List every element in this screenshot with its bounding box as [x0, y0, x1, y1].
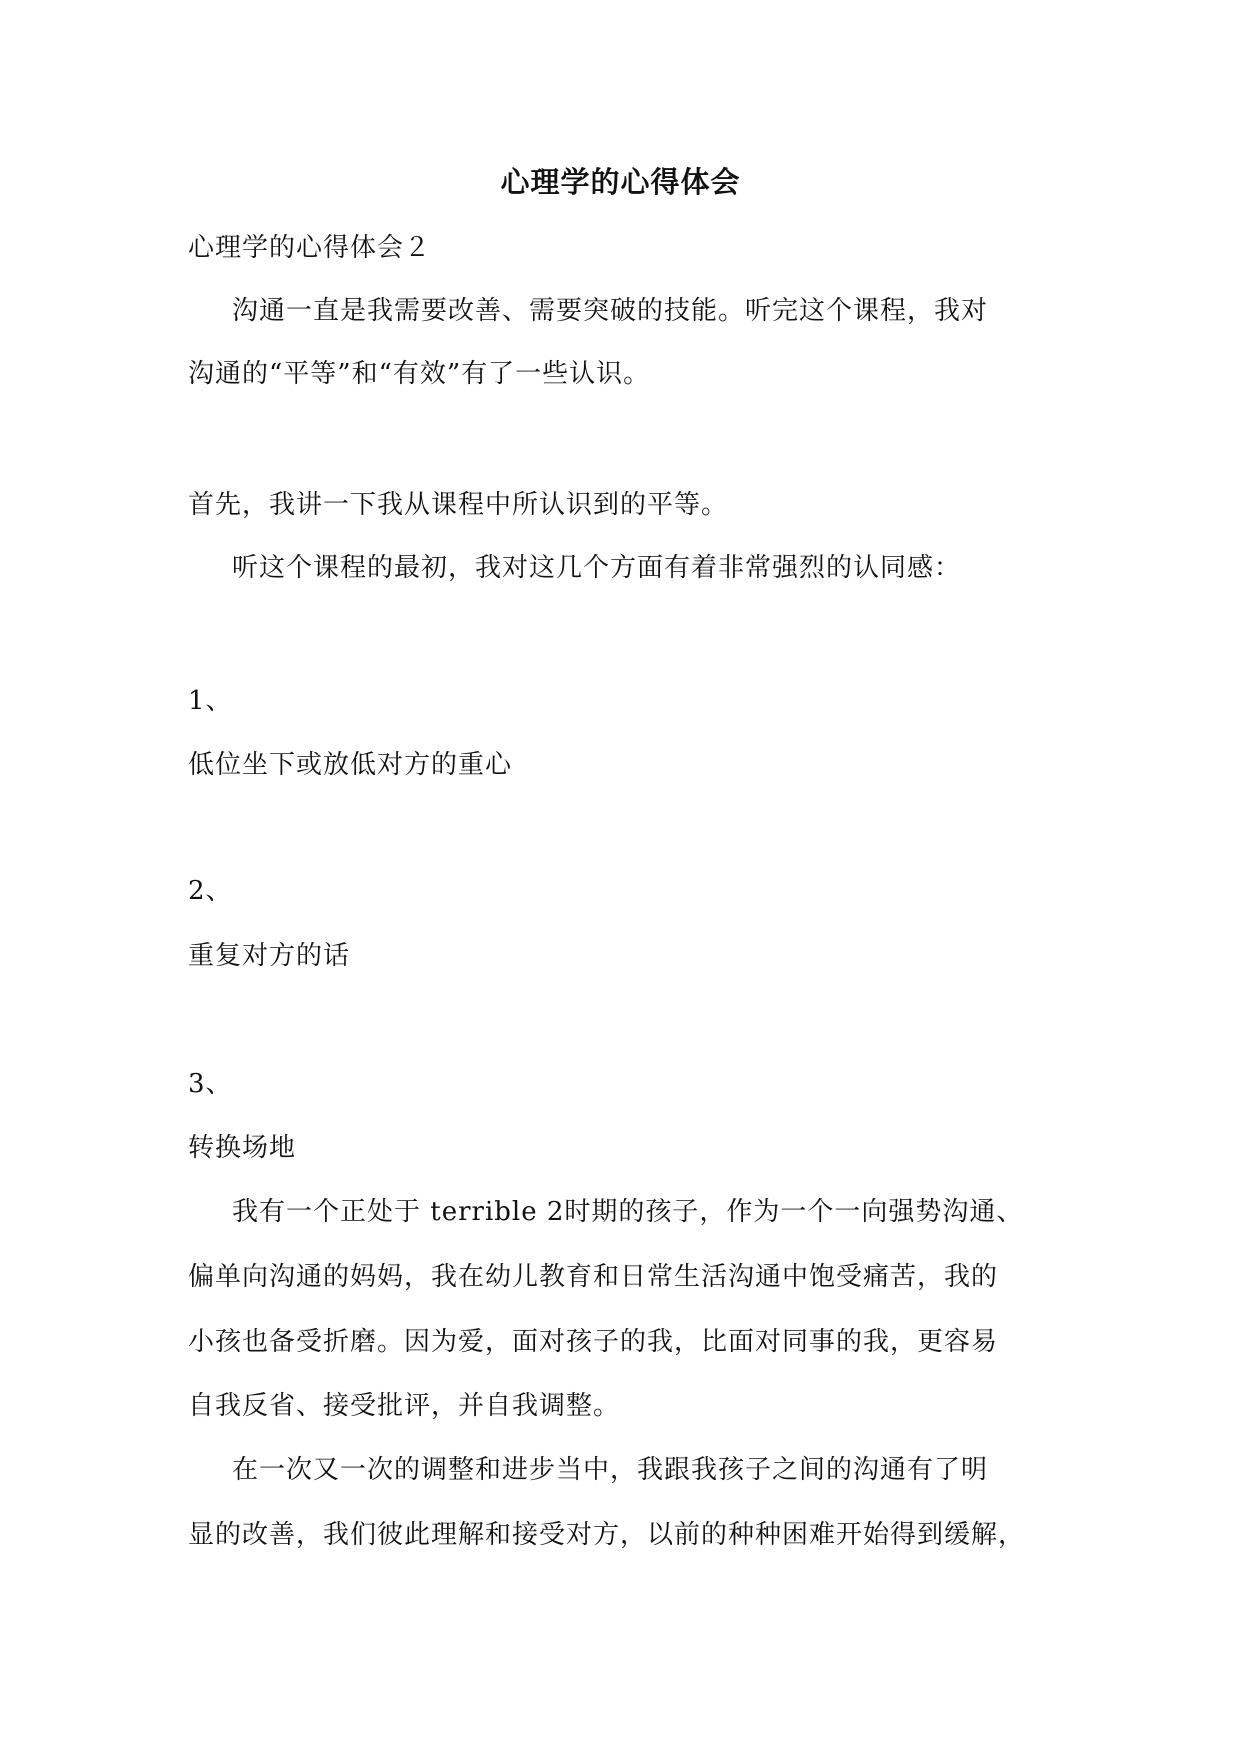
document-title: 心理学的心得体会 [500, 165, 741, 199]
paragraph-line: 在一次又一次的调整和进步当中，我跟我孩子之间的沟通有了明 [232, 1455, 989, 1485]
paragraph-line: 显的改善，我们彼此理解和接受对方，以前的种种困难开始得到缓解， [188, 1520, 1026, 1550]
list-item-text: 转换场地 [188, 1133, 297, 1163]
paragraph-line: 沟通的“平等”和“有效”有了一些认识。 [188, 359, 651, 389]
list-item-number: 2、 [188, 876, 233, 906]
list-item-number: 1、 [188, 686, 233, 716]
list-item-text: 重复对方的话 [188, 941, 351, 971]
paragraph-line: 我有一个正处于 terrible 2时期的孩子，作为一个一向强势沟通、 [232, 1197, 1024, 1227]
document-subtitle: 心理学的心得体会２ [188, 233, 432, 263]
paragraph-line: 自我反省、接受批评，并自我调整。 [188, 1391, 621, 1421]
paragraph-line: 小孩也备受折磨。因为爱，面对孩子的我，比面对同事的我，更容易 [188, 1327, 999, 1357]
paragraph-line: 首先，我讲一下我从课程中所认识到的平等。 [188, 490, 729, 520]
list-item-text: 低位坐下或放低对方的重心 [188, 750, 513, 780]
paragraph-line: 沟通一直是我需要改善、需要突破的技能。听完这个课程，我对 [232, 296, 989, 326]
list-item-number: 3、 [188, 1069, 233, 1099]
paragraph-line: 偏单向沟通的妈妈，我在幼儿教育和日常生活沟通中饱受痛苦，我的 [188, 1262, 999, 1292]
paragraph-line: 听这个课程的最初，我对这几个方面有着非常强烈的认同感： [232, 553, 962, 583]
